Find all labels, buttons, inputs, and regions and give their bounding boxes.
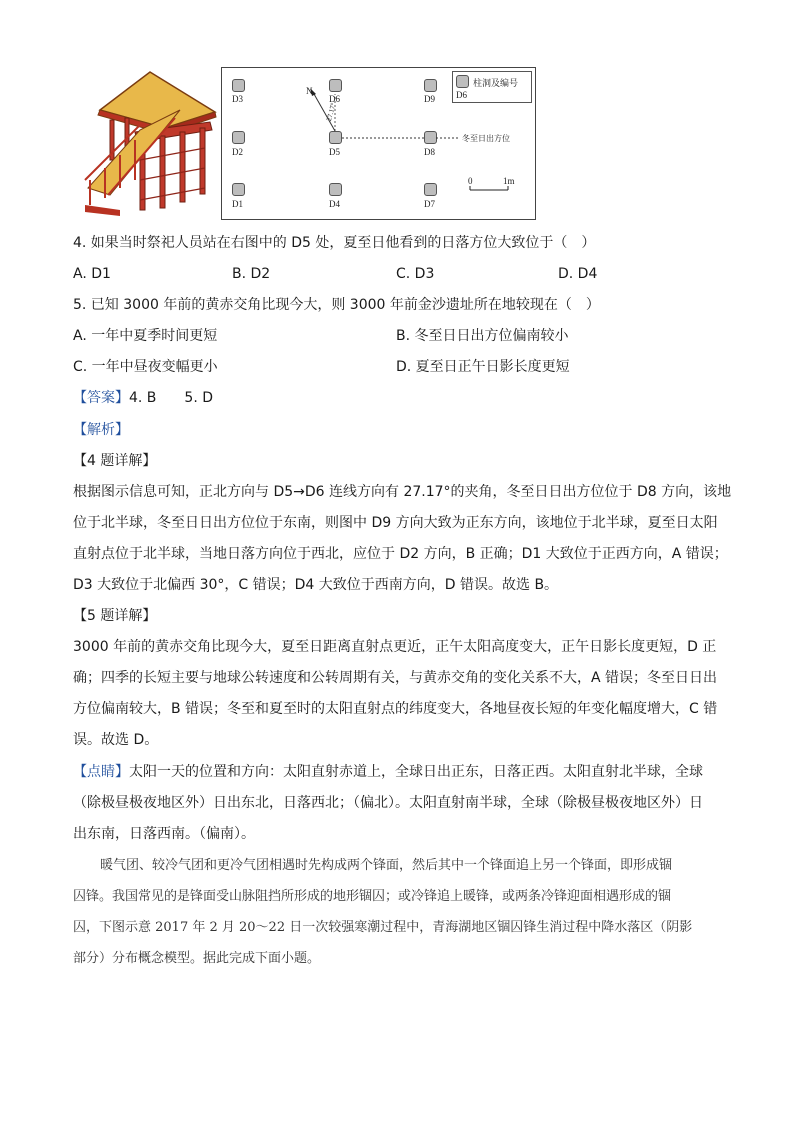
tip-line-3: 出东南，日落西南。（偏南）。 [73,826,255,842]
analysis-tag: 【解析】 [73,422,129,438]
passage-line-3: 囚，下图示意 2017 年 2 月 20～22 日一次较强寒潮过程中，青海湖地区锢囚锋生消过程中降水落区（阴影 [73,920,693,935]
q4-detail-line-4: D3 大致位于北偏西 30°，C 错误；D4 大致位于西南方向，D 错误。故选 B。 [73,577,559,593]
post-label-d3: D3 [232,94,243,104]
tip-tag: 【点睛】 [73,764,129,780]
q4-detail-line-3: 直射点位于北半球，当地日落方向位于西北，应位于 D2 方向，B 正确；D1 大致位于正西方向，A 错误； [73,546,728,562]
q4-detail-line-1: 根据图示信息可知，正北方向与 D5→D6 连线方向有 27.17°的夹角，冬至日日出方位位于 D8 方向，该地 [73,484,732,500]
post-label-d2: D2 [232,147,243,157]
diagram-lines [222,68,537,221]
post-label-d5: D5 [329,147,340,157]
tip-text-1: 太阳一天的位置和方向：太阳直射赤道上，全球日出正东，日落正西。太阳直射北半球，全球 [129,764,703,780]
passage-line-2: 囚锋。我国常见的是锋面受山脉阻挡所形成的地形锢囚；或冷锋追上暖锋，或两条冷锋迎面相遇形成的锢 [73,889,672,904]
post-label-d1: D1 [232,199,243,209]
angle-label: 27.17° [325,101,338,123]
q5-option-b: B. 冬至日日出方位偏南较小 [396,328,569,344]
q5-option-a: A. 一年中夏季时间更短 [73,328,218,344]
post-label-d7: D7 [424,199,435,209]
q4-option-d: D. D4 [558,266,598,282]
answer-tag: 【答案】 [73,390,129,406]
q5-detail-line-4: 误。故选 D。 [73,732,159,748]
scale-unit: 1m [503,176,515,186]
sunrise-label: 冬至日出方位 [462,134,510,143]
q4-option-b: B. D2 [232,266,271,282]
pavilion-illustration [80,70,220,220]
post-hole-diagram [221,67,536,220]
q4-detail-line-2: 位于北半球，冬至日日出方位位于东南，则图中 D9 方向大致为正东方向，该地位于北半球，夏至日太阳 [73,515,718,531]
q4-option-a: A. D1 [73,266,111,282]
tip-line-1 [73,762,703,782]
post-label-d9: D9 [424,94,435,104]
q5-option-c: C. 一年中昼夜变幅更小 [73,359,218,375]
legend-code: D6 [456,90,467,100]
legend-label: 柱洞及编号 [473,78,519,88]
answer-line [73,388,213,408]
passage-line-1: 暖气团、较冷气团和更冷气团相遇时先构成两个锋面，然后其中一个锋面追上另一个锋面，即形成锢 [100,858,673,873]
tip-line-2: （除极昼极夜地区外）日出东北，日落西北；（偏北）。太阳直射南半球，全球（除极昼极夜地区外）日 [73,795,703,811]
post-label-d6: D6 [329,94,340,104]
q5-detail-line-2: 确；四季的长短主要与地球公转速度和公转周期有关，与黄赤交角的变化关系不大，A 错误；冬至日日出 [73,670,718,686]
passage-line-4: 部分）分布概念模型。据此完成下面小题。 [73,951,321,966]
post-label-d4: D4 [329,199,340,209]
post-label-d8: D8 [424,147,435,157]
q5-detail-line-3: 方位偏南较大，B 错误；冬至和夏至时的太阳直射点的纬度变大，各地昼夜长短的年变化幅度增大，C 错 [73,701,718,717]
answer-text: 4. B 5. D [129,390,213,406]
q5-stem: 5. 已知 3000 年前的黄赤交角比现今大，则 3000 年前金沙遗址所在地较现在（ ） [73,297,600,313]
north-label: N [306,86,313,96]
q4-option-c: C. D3 [396,266,435,282]
q5-option-d: D. 夏至日正午日影长度更短 [396,359,570,375]
q4-stem: 4. 如果当时祭祀人员站在右图中的 D5 处，夏至日他看到的日落方位大致位于（ ） [73,235,596,251]
q5-detail-tag: 【5 题详解】 [73,608,157,624]
q4-detail-tag: 【4 题详解】 [73,453,157,469]
q5-detail-line-1: 3000 年前的黄赤交角比现今大，夏至日距离直射点更近，正午太阳高度变大，正午日影长度更短，D 正 [73,639,717,655]
scale-zero: 0 [468,176,473,186]
